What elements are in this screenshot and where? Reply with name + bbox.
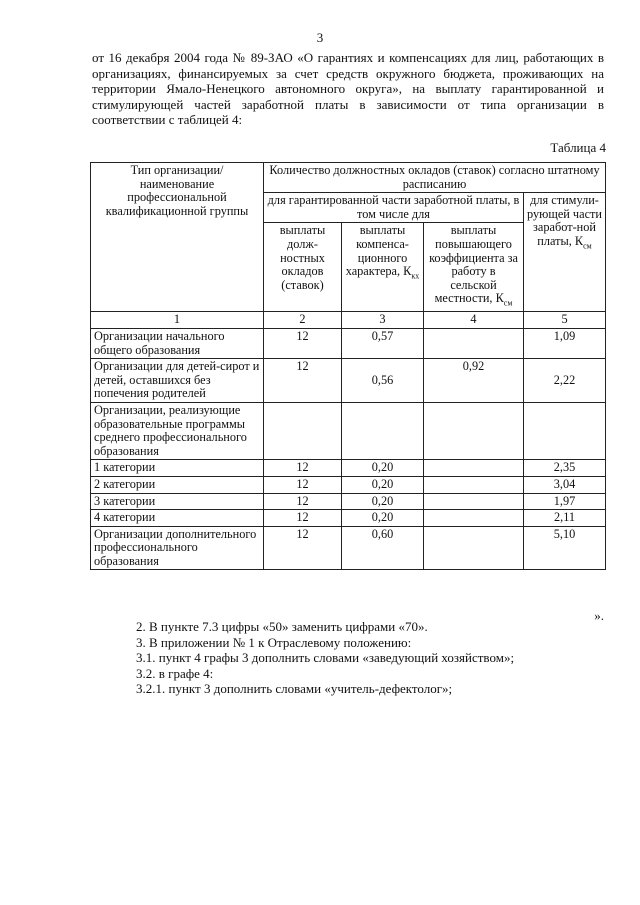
table-row (91, 510, 606, 527)
compensation-cell: 0,20 (342, 510, 424, 527)
intro-paragraph: от 16 декабря 2004 года № 89-ЗАО «О гарантиях и компенсациях для лиц, работающих в организациях, финансируемых за счет средств окружного бюджета, проживающих на территории Ямало-Ненецкого автономного округа», на выплату гарантированной и стимулирующей частей заработной платы в зависимости от типа организации в соответствии с таблицей 4: (92, 50, 604, 128)
page-number: 3 (316, 30, 324, 45)
table-row (91, 402, 606, 459)
header-compensation: выплаты компенса-ционного характера, $К_{кх}$ (342, 223, 424, 312)
salary-cell: 12 (264, 359, 342, 403)
stimulating-cell: 3,04 (524, 476, 606, 493)
header-rural: выплаты повышающего коэффициента за работу в сельской местности, $К_{см}$ (424, 223, 524, 312)
amendment-line: 3. В приложении № 1 к Отраслевому положению: (136, 634, 412, 650)
column-number: 3 (342, 312, 424, 329)
compensation-cell: 0,56 (342, 359, 424, 403)
rural-cell (424, 493, 524, 510)
amendment-line: 3.1. пункт 4 графы 3 дополнить словами «заведующий хозяйством»; (136, 650, 515, 666)
salary-cell: 12 (264, 476, 342, 493)
rural-cell (424, 402, 524, 459)
table-row (91, 359, 606, 403)
compensation-cell: 0,20 (342, 460, 424, 477)
org-name-cell: Организации, реализующие образовательные программы среднего профессионального образования (91, 402, 264, 459)
table-row (91, 526, 606, 570)
stimulating-cell: 1,97 (524, 493, 606, 510)
amendment-line: 3.2. в графе 4: (136, 665, 214, 681)
stimulating-cell (524, 402, 606, 459)
stimulating-cell: 2,22 (524, 359, 606, 403)
table-caption: Таблица 4 (550, 140, 606, 155)
org-name-cell: Организации дополнительного профессионального образования (91, 526, 264, 570)
table-row (91, 476, 606, 493)
compensation-cell (342, 402, 424, 459)
salary-cell: 12 (264, 510, 342, 527)
column-number: 2 (264, 312, 342, 329)
rural-cell (424, 476, 524, 493)
rural-cell (424, 510, 524, 527)
amendment-line: 3.2.1. пункт 3 дополнить словами «учитель-дефектолог»; (136, 681, 453, 697)
salary-cell: 12 (264, 526, 342, 570)
table-row (91, 328, 606, 358)
salary-cell: 12 (264, 460, 342, 477)
closing-quote: ». (594, 608, 604, 623)
org-name-cell: 1 категории (91, 460, 264, 477)
rural-cell (424, 460, 524, 477)
salary-cell: 12 (264, 328, 342, 358)
amendment-list (92, 619, 604, 697)
header-salary: выплаты долж-ностных окладов (ставок) (264, 223, 342, 312)
compensation-cell: 0,57 (342, 328, 424, 358)
header-stimulating: для стимули-рующей части заработ-ной платы, $К_{см}$ (524, 193, 606, 312)
stimulating-cell: 1,09 (524, 328, 606, 358)
compensation-cell: 0,20 (342, 493, 424, 510)
column-numbers-row (91, 312, 606, 329)
salary-cell: 12 (264, 493, 342, 510)
rural-cell (424, 328, 524, 358)
org-name-cell: Организации для детей-сирот и детей, оставшихся без попечения родителей (91, 359, 264, 403)
column-number: 1 (91, 312, 264, 329)
column-number: 4 (424, 312, 524, 329)
compensation-cell: 0,20 (342, 476, 424, 493)
stimulating-cell: 2,35 (524, 460, 606, 477)
header-count: Количество должностных окладов (ставок) согласно штатному расписанию (264, 163, 606, 193)
column-number: 5 (524, 312, 606, 329)
compensation-cell: 0,60 (342, 526, 424, 570)
rural-cell: 0,92 (424, 359, 524, 403)
header-org-type: Тип организации/ наименование профессиональной квалификационной группы (91, 163, 264, 312)
stimulating-cell: 5,10 (524, 526, 606, 570)
table-row (91, 493, 606, 510)
org-name-cell: 3 категории (91, 493, 264, 510)
salary-cell (264, 402, 342, 459)
org-name-cell: 2 категории (91, 476, 264, 493)
amendment-line: 2. В пункте 7.3 цифры «50» заменить цифрами «70». (136, 619, 428, 634)
table-row (91, 460, 606, 477)
salary-coefficients-table (90, 162, 606, 570)
rural-cell (424, 526, 524, 570)
stimulating-cell: 2,11 (524, 510, 606, 527)
org-name-cell: Организации начального общего образования (91, 328, 264, 358)
header-guaranteed: для гарантированной части заработной платы, в том числе для (264, 193, 524, 223)
org-name-cell: 4 категории (91, 510, 264, 527)
